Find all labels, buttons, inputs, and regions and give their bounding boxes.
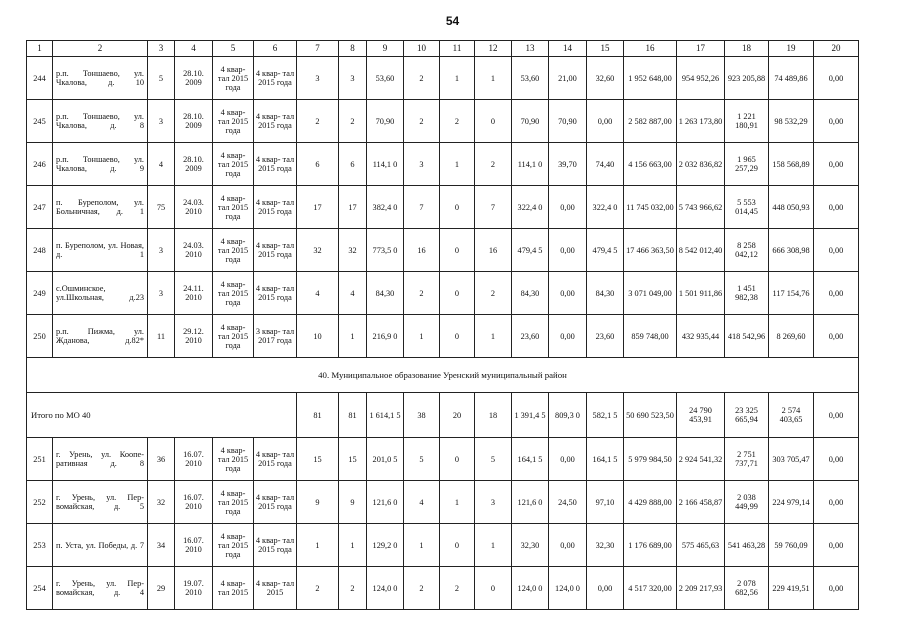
value-cell: 121,6 0 (367, 481, 404, 524)
value-cell: 39,70 (549, 143, 587, 186)
value-cell: 4 квар- тал 2015 года (213, 438, 254, 481)
value-cell: 2 (404, 100, 440, 143)
value-cell: 129,2 0 (367, 524, 404, 567)
table-row (27, 272, 859, 315)
value-cell: 98 532,29 (769, 100, 814, 143)
value-cell: 3 071 049,00 (624, 272, 677, 315)
value-cell: 75 (148, 186, 175, 229)
value-cell: 29 (148, 567, 175, 610)
total-value-cell: 18 (475, 393, 512, 438)
value-cell: 32 (297, 229, 339, 272)
value-cell: 4 квар- тал 2015 года (254, 143, 297, 186)
value-cell: 479,4 5 (587, 229, 624, 272)
section-title: 40. Муниципальное образование Уренский муниципальный район (27, 358, 859, 393)
value-cell: 0,00 (814, 481, 859, 524)
total-value-cell: 23 325 665,94 (725, 393, 769, 438)
table-row (27, 229, 859, 272)
value-cell: 11 745 032,00 (624, 186, 677, 229)
value-cell: 10 (297, 315, 339, 358)
value-cell: 448 050,93 (769, 186, 814, 229)
total-value-cell: 24 790 453,91 (677, 393, 725, 438)
value-cell: 4 квар- тал 2015 года (254, 524, 297, 567)
value-cell: 16.07. 2010 (175, 438, 213, 481)
value-cell: 0,00 (549, 272, 587, 315)
value-cell: 23,60 (587, 315, 624, 358)
value-cell: 2 924 541,32 (677, 438, 725, 481)
column-number-cell: 6 (254, 41, 297, 57)
value-cell: 2 (475, 272, 512, 315)
value-cell: 17 (297, 186, 339, 229)
value-cell: 4 429 888,00 (624, 481, 677, 524)
value-cell: 4 квар- тал 2015 года (254, 100, 297, 143)
total-value-cell: 81 (339, 393, 367, 438)
value-cell: 2 (440, 567, 475, 610)
value-cell: 34 (148, 524, 175, 567)
value-cell: 114,1 0 (367, 143, 404, 186)
value-cell: 2 (297, 567, 339, 610)
table-row (27, 186, 859, 229)
value-cell: 4 (297, 272, 339, 315)
value-cell: 859 748,00 (624, 315, 677, 358)
total-value-cell: 20 (440, 393, 475, 438)
value-cell: 322,4 0 (587, 186, 624, 229)
value-cell: 2 (339, 100, 367, 143)
value-cell: 3 квар- тал 2017 года (254, 315, 297, 358)
value-cell: 84,30 (512, 272, 549, 315)
row-number-cell: 250 (27, 315, 53, 358)
value-cell: 1 263 173,80 (677, 100, 725, 143)
column-number-cell: 8 (339, 41, 367, 57)
value-cell: 0,00 (814, 315, 859, 358)
value-cell: 70,90 (549, 100, 587, 143)
total-value-cell: 1 391,4 5 (512, 393, 549, 438)
value-cell: 124,0 0 (549, 567, 587, 610)
value-cell: 4 517 320,00 (624, 567, 677, 610)
column-number-cell: 17 (677, 41, 725, 57)
value-cell: 4 квар- тал 2015 (254, 567, 297, 610)
value-cell: 1 (339, 524, 367, 567)
value-cell: 1 176 689,00 (624, 524, 677, 567)
value-cell: 3 (475, 481, 512, 524)
value-cell: 0 (440, 186, 475, 229)
value-cell: 32,30 (587, 524, 624, 567)
value-cell: 2 032 836,82 (677, 143, 725, 186)
value-cell: 4 квар- тал 2015 года (213, 315, 254, 358)
total-value-cell: 38 (404, 393, 440, 438)
value-cell: 3 (297, 57, 339, 100)
value-cell: 479,4 5 (512, 229, 549, 272)
value-cell: 74 489,86 (769, 57, 814, 100)
value-cell: 2 (404, 272, 440, 315)
value-cell: 1 (475, 57, 512, 100)
value-cell: 24.03. 2010 (175, 186, 213, 229)
value-cell: 1 (475, 524, 512, 567)
address-cell: р.п. Тоншаево, ул. Чкалова, д. 8 (53, 100, 148, 143)
value-cell: 4 квар- тал 2015 года (213, 100, 254, 143)
value-cell: 21,00 (549, 57, 587, 100)
value-cell: 0 (440, 524, 475, 567)
value-cell: 16 (404, 229, 440, 272)
value-cell: 2 209 217,93 (677, 567, 725, 610)
value-cell: 4 156 663,00 (624, 143, 677, 186)
value-cell: 4 квар- тал 2015 года (254, 272, 297, 315)
value-cell: 923 205,88 (725, 57, 769, 100)
value-cell: 2 (404, 567, 440, 610)
value-cell: 4 квар- тал 2015 года (213, 272, 254, 315)
value-cell: 4 квар- тал 2015 года (213, 57, 254, 100)
value-cell: 84,30 (587, 272, 624, 315)
value-cell: 4 (339, 272, 367, 315)
value-cell: 4 квар- тал 2015 года (213, 524, 254, 567)
value-cell: 0,00 (814, 272, 859, 315)
table-row (27, 567, 859, 610)
value-cell: 0 (475, 100, 512, 143)
value-cell: 70,90 (367, 100, 404, 143)
table-row (27, 57, 859, 100)
value-cell: 4 квар- тал 2015 (213, 567, 254, 610)
column-number-cell: 14 (549, 41, 587, 57)
value-cell: 1 952 648,00 (624, 57, 677, 100)
value-cell: 16 (475, 229, 512, 272)
value-cell: 19.07. 2010 (175, 567, 213, 610)
column-number-row (27, 41, 859, 57)
value-cell: 7 (404, 186, 440, 229)
value-cell: 6 (339, 143, 367, 186)
value-cell: 418 542,96 (725, 315, 769, 358)
address-cell: р.п. Пижма, ул. Жданова, д.82* (53, 315, 148, 358)
column-number-cell: 9 (367, 41, 404, 57)
address-cell: с.Ошминское, ул.Школьная, д.23 (53, 272, 148, 315)
value-cell: 1 501 911,86 (677, 272, 725, 315)
value-cell: 0,00 (549, 315, 587, 358)
value-cell: 954 952,26 (677, 57, 725, 100)
column-number-cell: 5 (213, 41, 254, 57)
value-cell: 70,90 (512, 100, 549, 143)
value-cell: 3 (404, 143, 440, 186)
value-cell: 229 419,51 (769, 567, 814, 610)
value-cell: 9 (297, 481, 339, 524)
value-cell: 2 078 682,56 (725, 567, 769, 610)
value-cell: 17 466 363,50 (624, 229, 677, 272)
value-cell: 24,50 (549, 481, 587, 524)
column-number-cell: 18 (725, 41, 769, 57)
value-cell: 2 (339, 567, 367, 610)
value-cell: 5 (475, 438, 512, 481)
address-cell: р.п. Тоншаево, ул. Чкалова, д. 9 (53, 143, 148, 186)
column-number-cell: 15 (587, 41, 624, 57)
value-cell: 0,00 (549, 438, 587, 481)
value-cell: 11 (148, 315, 175, 358)
value-cell: 1 965 257,29 (725, 143, 769, 186)
value-cell: 224 979,14 (769, 481, 814, 524)
value-cell: 216,9 0 (367, 315, 404, 358)
value-cell: 0,00 (814, 438, 859, 481)
value-cell: 17 (339, 186, 367, 229)
value-cell: 6 (297, 143, 339, 186)
value-cell: 0 (475, 567, 512, 610)
value-cell: 2 582 887,00 (624, 100, 677, 143)
value-cell: 0 (440, 315, 475, 358)
value-cell: 1 (404, 524, 440, 567)
value-cell: 1 (440, 57, 475, 100)
value-cell: 5 979 984,50 (624, 438, 677, 481)
value-cell: 382,4 0 (367, 186, 404, 229)
value-cell: 24.11. 2010 (175, 272, 213, 315)
total-label: Итого по МО 40 (27, 393, 297, 438)
total-value-cell: 50 690 523,50 (624, 393, 677, 438)
value-cell: 4 квар- тал 2015 года (213, 229, 254, 272)
value-cell: 4 квар- тал 2015 года (254, 481, 297, 524)
value-cell: 28.10. 2009 (175, 143, 213, 186)
address-cell: п. Буреполом, ул. Больничная, д. 1 (53, 186, 148, 229)
row-number-cell: 245 (27, 100, 53, 143)
value-cell: 0,00 (814, 57, 859, 100)
total-value-cell: 1 614,1 5 (367, 393, 404, 438)
value-cell: 2 (297, 100, 339, 143)
address-cell: р.п. Тоншаево, ул. Чкалова, д. 10 (53, 57, 148, 100)
value-cell: 0 (440, 272, 475, 315)
table-row (27, 524, 859, 567)
column-number-cell: 10 (404, 41, 440, 57)
column-number-cell: 19 (769, 41, 814, 57)
value-cell: 3 (339, 57, 367, 100)
value-cell: 32 (148, 481, 175, 524)
value-cell: 117 154,76 (769, 272, 814, 315)
value-cell: 0,00 (549, 229, 587, 272)
column-number-cell: 7 (297, 41, 339, 57)
value-cell: 121,6 0 (512, 481, 549, 524)
value-cell: 23,60 (512, 315, 549, 358)
value-cell: 1 (339, 315, 367, 358)
value-cell: 5 (148, 57, 175, 100)
section-row (27, 358, 859, 393)
value-cell: 0 (440, 438, 475, 481)
table-row (27, 481, 859, 524)
value-cell: 9 (339, 481, 367, 524)
table-row (27, 100, 859, 143)
total-value-cell: 809,3 0 (549, 393, 587, 438)
value-cell: 36 (148, 438, 175, 481)
value-cell: 0,00 (814, 100, 859, 143)
value-cell: 1 451 982,38 (725, 272, 769, 315)
value-cell: 7 (475, 186, 512, 229)
value-cell: 32,60 (587, 57, 624, 100)
value-cell: 773,5 0 (367, 229, 404, 272)
value-cell: 201,0 5 (367, 438, 404, 481)
value-cell: 16.07. 2010 (175, 524, 213, 567)
row-number-cell: 246 (27, 143, 53, 186)
value-cell: 1 221 180,91 (725, 100, 769, 143)
value-cell: 2 (440, 100, 475, 143)
value-cell: 97,10 (587, 481, 624, 524)
total-value-cell: 81 (297, 393, 339, 438)
table-row (27, 315, 859, 358)
value-cell: 0,00 (814, 186, 859, 229)
value-cell: 4 квар- тал 2015 года (254, 57, 297, 100)
column-number-cell: 12 (475, 41, 512, 57)
value-cell: 32 (339, 229, 367, 272)
value-cell: 2 038 449,99 (725, 481, 769, 524)
value-cell: 0,00 (587, 100, 624, 143)
value-cell: 0,00 (549, 186, 587, 229)
row-number-cell: 249 (27, 272, 53, 315)
value-cell: 0,00 (814, 524, 859, 567)
value-cell: 53,60 (367, 57, 404, 100)
value-cell: 8 258 042,12 (725, 229, 769, 272)
value-cell: 0,00 (814, 143, 859, 186)
value-cell: 0,00 (549, 524, 587, 567)
page-number: 54 (445, 14, 460, 28)
column-number-cell: 4 (175, 41, 213, 57)
address-cell: п. Уста, ул. Победы, д. 7 (53, 524, 148, 567)
value-cell: 124,0 0 (512, 567, 549, 610)
housing-program-table (26, 40, 859, 610)
total-value-cell: 0,00 (814, 393, 859, 438)
value-cell: 53,60 (512, 57, 549, 100)
column-number-cell: 1 (27, 41, 53, 57)
value-cell: 0 (440, 229, 475, 272)
value-cell: 4 квар- тал 2015 года (254, 229, 297, 272)
value-cell: 158 568,89 (769, 143, 814, 186)
value-cell: 32,30 (512, 524, 549, 567)
address-cell: г. Урень, ул. Коопе- ративная д. 8 (53, 438, 148, 481)
column-number-cell: 16 (624, 41, 677, 57)
value-cell: 1 (440, 143, 475, 186)
value-cell: 59 760,09 (769, 524, 814, 567)
value-cell: 0,00 (814, 567, 859, 610)
value-cell: 1 (440, 481, 475, 524)
address-cell: г. Урень, ул. Пер- вомайская, д. 5 (53, 481, 148, 524)
row-number-cell: 254 (27, 567, 53, 610)
value-cell: 5 (404, 438, 440, 481)
column-number-cell: 13 (512, 41, 549, 57)
value-cell: 5 743 966,62 (677, 186, 725, 229)
value-cell: 2 166 458,87 (677, 481, 725, 524)
value-cell: 74,40 (587, 143, 624, 186)
value-cell: 1 (404, 315, 440, 358)
column-number-cell: 2 (53, 41, 148, 57)
value-cell: 4 (404, 481, 440, 524)
value-cell: 4 квар- тал 2015 года (213, 186, 254, 229)
value-cell: 16.07. 2010 (175, 481, 213, 524)
value-cell: 84,30 (367, 272, 404, 315)
address-cell: п. Буреполом, ул. Новая, д. 1 (53, 229, 148, 272)
value-cell: 164,1 5 (512, 438, 549, 481)
address-cell: г. Урень, ул. Пер- вомайская, д. 4 (53, 567, 148, 610)
value-cell: 575 465,63 (677, 524, 725, 567)
value-cell: 29.12. 2010 (175, 315, 213, 358)
value-cell: 164,1 5 (587, 438, 624, 481)
value-cell: 2 (404, 57, 440, 100)
value-cell: 28.10. 2009 (175, 100, 213, 143)
value-cell: 4 (148, 143, 175, 186)
column-number-cell: 20 (814, 41, 859, 57)
value-cell: 541 463,28 (725, 524, 769, 567)
value-cell: 8 269,60 (769, 315, 814, 358)
row-number-cell: 253 (27, 524, 53, 567)
column-number-cell: 3 (148, 41, 175, 57)
value-cell: 432 935,44 (677, 315, 725, 358)
value-cell: 303 705,47 (769, 438, 814, 481)
total-value-cell: 582,1 5 (587, 393, 624, 438)
table-row (27, 438, 859, 481)
total-row (27, 393, 859, 438)
row-number-cell: 252 (27, 481, 53, 524)
value-cell: 0,00 (814, 229, 859, 272)
value-cell: 124,0 0 (367, 567, 404, 610)
value-cell: 4 квар- тал 2015 года (254, 438, 297, 481)
total-value-cell: 2 574 403,65 (769, 393, 814, 438)
value-cell: 3 (148, 100, 175, 143)
row-number-cell: 248 (27, 229, 53, 272)
column-number-cell: 11 (440, 41, 475, 57)
table-row (27, 143, 859, 186)
value-cell: 5 553 014,45 (725, 186, 769, 229)
value-cell: 28.10. 2009 (175, 57, 213, 100)
value-cell: 2 751 737,71 (725, 438, 769, 481)
value-cell: 1 (475, 315, 512, 358)
row-number-cell: 247 (27, 186, 53, 229)
row-number-cell: 244 (27, 57, 53, 100)
value-cell: 114,1 0 (512, 143, 549, 186)
value-cell: 3 (148, 272, 175, 315)
value-cell: 322,4 0 (512, 186, 549, 229)
value-cell: 15 (339, 438, 367, 481)
value-cell: 8 542 012,40 (677, 229, 725, 272)
value-cell: 0,00 (587, 567, 624, 610)
row-number-cell: 251 (27, 438, 53, 481)
value-cell: 1 (297, 524, 339, 567)
value-cell: 4 квар- тал 2015 года (254, 186, 297, 229)
value-cell: 4 квар- тал 2015 года (213, 143, 254, 186)
value-cell: 2 (475, 143, 512, 186)
value-cell: 15 (297, 438, 339, 481)
value-cell: 666 308,98 (769, 229, 814, 272)
value-cell: 24.03. 2010 (175, 229, 213, 272)
value-cell: 3 (148, 229, 175, 272)
value-cell: 4 квар- тал 2015 года (213, 481, 254, 524)
